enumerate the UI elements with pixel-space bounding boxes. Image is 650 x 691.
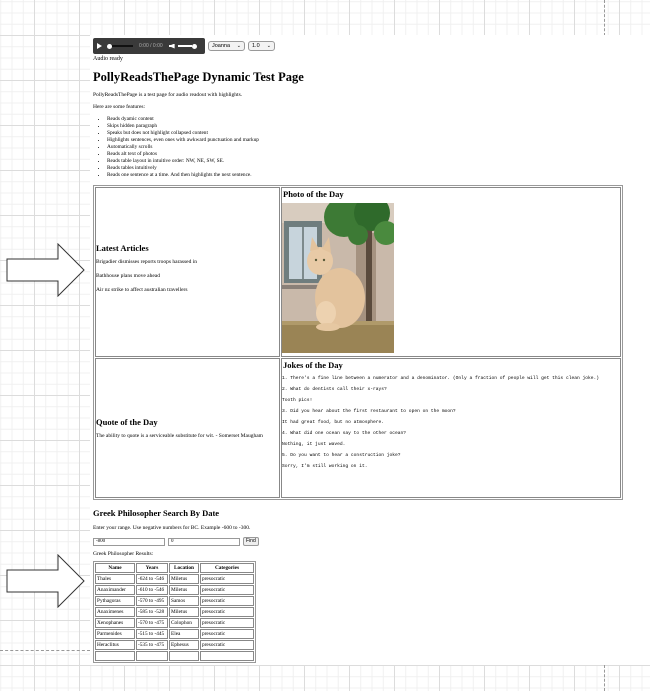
feature-item: • Reads tables intuitively: [107, 165, 648, 172]
jokes-of-day-cell: [281, 358, 621, 498]
arrow-pointer-icon: [6, 554, 86, 608]
features-label: Here are some features:: [93, 104, 146, 110]
search-form: [93, 537, 648, 546]
chevron-down-icon: ⌄: [236, 43, 241, 49]
features-list: [93, 116, 648, 179]
feature-item: • Reads one sentence at a time. And then highlights the next sentence.: [107, 172, 648, 179]
table-header-row: [95, 563, 254, 573]
joke-line: 3. Did you hear about the first restaurant to open on the moon?: [282, 409, 456, 414]
table-cell: presocratic: [200, 629, 254, 639]
volume-handle[interactable]: [192, 44, 197, 49]
chevron-down-icon: ⌄: [266, 43, 271, 49]
guide-line-horizontal: [0, 650, 90, 651]
table-cell: Thales: [95, 574, 135, 584]
feature-item: • Reads dyamic content: [107, 116, 648, 123]
joke-line: 5. Do you want to hear a construction joke?: [282, 453, 401, 458]
web-page: [90, 35, 650, 665]
speed-select[interactable]: [248, 41, 275, 51]
table-cell: Pythagoras: [95, 596, 135, 606]
article-link[interactable]: Bathhouse plans move ahead: [96, 273, 160, 279]
table-cell: presocratic: [200, 585, 254, 595]
photo-of-day-heading: Photo of the Day: [283, 189, 344, 199]
table-cell: Anaximander: [95, 585, 135, 595]
joke-line: Nothing, it just waved.: [282, 442, 346, 447]
feature-item: • Reads table layout in intuitive order: NW, NE, SW, SE.: [107, 158, 648, 165]
joke-line: It had great food, but no atmosphere.: [282, 420, 384, 425]
table-cell: Parmenides: [95, 629, 135, 639]
table-cell: presocratic: [200, 574, 254, 584]
table-cell: presocratic: [200, 607, 254, 617]
arrow-pointer-icon: [6, 243, 86, 297]
feature-item: • Automatically scrolls: [107, 144, 648, 151]
table-cell: Miletus: [169, 585, 199, 595]
speed-select-value: 1.0: [252, 43, 260, 49]
audio-time: 0:00 / 0:00: [139, 43, 163, 49]
guide-line-vertical-bottom: [604, 665, 605, 691]
latest-articles-heading: Latest Articles: [96, 243, 149, 253]
table-cell: -570 to -475: [136, 618, 168, 628]
layout-table: [93, 185, 623, 500]
column-header: Categories: [200, 563, 254, 573]
article-link[interactable]: Air nz strike to affect australian travellers: [96, 287, 188, 293]
page-title: PollyReadsThePage Dynamic Test Page: [93, 70, 304, 84]
table-cell: -585 to -528: [136, 607, 168, 617]
joke-line: Tooth pics!: [282, 398, 313, 403]
table-cell: Ephesus: [169, 640, 199, 650]
table-cell: [200, 651, 254, 661]
find-button[interactable]: Find: [243, 537, 259, 546]
table-cell: [95, 651, 135, 661]
to-year-input[interactable]: [168, 538, 240, 546]
philosopher-results-table: [93, 561, 256, 663]
table-cell: Anaximenes: [95, 607, 135, 617]
column-header: Name: [95, 563, 135, 573]
voice-select[interactable]: [208, 41, 245, 51]
feature-item: • Skips hidden paragraph: [107, 123, 648, 130]
table-row: [95, 618, 254, 628]
results-label: Greek Philosopher Results:: [93, 551, 154, 557]
feature-item: • Highlights sentences, even ones with awkward punctuation and markup: [107, 137, 648, 144]
joke-line: 1. There's a fine line between a numerator and a denominator. (Only a fraction of people will get this clean joke.): [282, 376, 600, 381]
jokes-of-day-heading: Jokes of the Day: [283, 360, 343, 370]
table-row: [95, 574, 254, 584]
voice-select-value: Joanna: [212, 43, 231, 49]
table-row: [95, 651, 254, 661]
feature-item: • Reads alt text of photos: [107, 151, 648, 158]
table-row: [95, 640, 254, 650]
feature-item: • Speaks but does not highlight collapsed content: [107, 130, 648, 137]
column-header: Location: [169, 563, 199, 573]
table-cell: -535 to -475: [136, 640, 168, 650]
table-cell: Miletus: [169, 607, 199, 617]
table-cell: presocratic: [200, 596, 254, 606]
latest-articles-cell: [95, 187, 280, 357]
column-header: Years: [136, 563, 168, 573]
table-cell: [169, 651, 199, 661]
volume-icon[interactable]: [169, 44, 175, 49]
play-icon[interactable]: [97, 43, 102, 49]
from-year-input[interactable]: [93, 538, 165, 546]
table-cell: -515 to -445: [136, 629, 168, 639]
table-cell: -570 to -495: [136, 596, 168, 606]
table-cell: Colophon: [169, 618, 199, 628]
table-row: [95, 629, 254, 639]
table-cell: -610 to -546: [136, 585, 168, 595]
quote-text: The ability to quote is a serviceable substitute for wit. - Somerset Maugham: [96, 433, 263, 439]
table-cell: Elea: [169, 629, 199, 639]
table-row: [95, 585, 254, 595]
cat-photo: [282, 203, 394, 353]
guide-line-vertical: [604, 0, 605, 36]
search-heading: Greek Philosopher Search By Date: [93, 508, 220, 518]
joke-line: 4. What did one ocean say to the other ocean?: [282, 431, 407, 436]
joke-line: Sorry, I'm still working on it.: [282, 464, 368, 469]
quote-of-day-heading: Quote of the Day: [96, 417, 158, 427]
joke-line: 2. What do dentists call their x-rays?: [282, 387, 387, 392]
table-cell: presocratic: [200, 618, 254, 628]
seek-bar[interactable]: [112, 45, 133, 47]
audio-player[interactable]: [93, 38, 205, 54]
table-cell: Miletus: [169, 574, 199, 584]
table-cell: presocratic: [200, 640, 254, 650]
quote-of-day-cell: [95, 358, 280, 498]
volume-slider[interactable]: [178, 45, 192, 47]
audio-status: Audio ready: [93, 56, 123, 62]
table-cell: [136, 651, 168, 661]
photo-of-day-cell: [281, 187, 621, 357]
table-cell: Samos: [169, 596, 199, 606]
article-link[interactable]: Brigadier dismisses reports troops harassed in: [96, 259, 197, 265]
search-instructions: Enter your range. Use negative numbers for BC. Example -600 to -300.: [93, 525, 251, 531]
table-row: [95, 607, 254, 617]
table-row: [95, 596, 254, 606]
table-cell: Xenophanes: [95, 618, 135, 628]
audio-controls: [93, 38, 648, 54]
table-cell: -624 to -546: [136, 574, 168, 584]
table-cell: Heraclitus: [95, 640, 135, 650]
intro-text: PollyReadsThePage is a test page for audio readout with highlights.: [93, 92, 243, 98]
